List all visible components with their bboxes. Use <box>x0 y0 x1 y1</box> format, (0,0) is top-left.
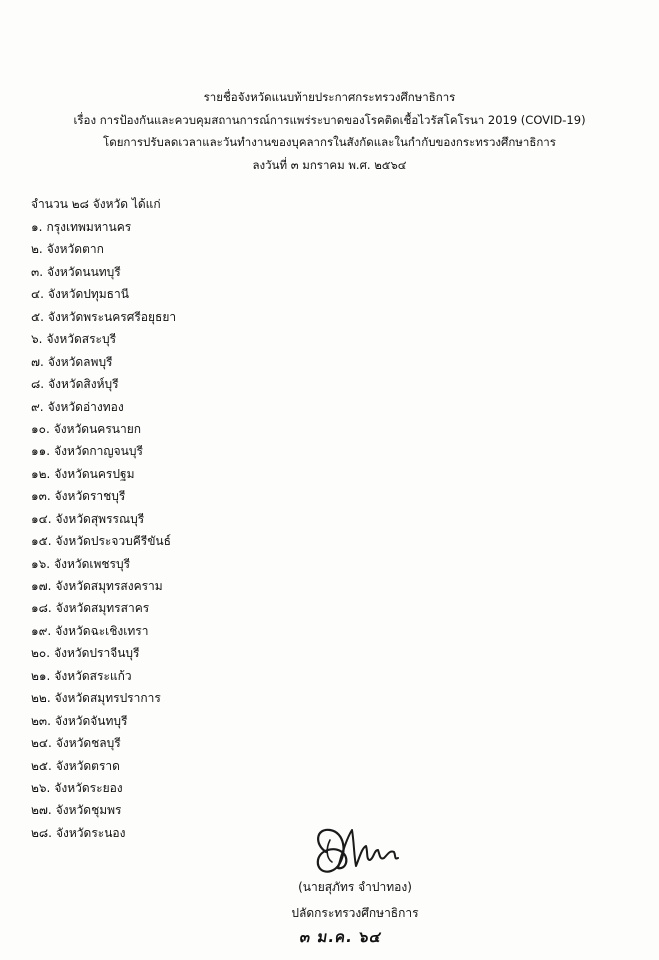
list-item <box>31 463 176 485</box>
list-item-number: ๑๗. <box>31 579 52 593</box>
list-item-number: ๓. <box>31 264 44 279</box>
list-item-number: ๒๕. <box>31 758 52 773</box>
list-item <box>31 351 176 373</box>
list-item-number: ๑๙. <box>31 623 52 638</box>
list-item <box>31 620 176 642</box>
list-item-number: ๒๐. <box>31 646 51 661</box>
list-item <box>31 306 176 328</box>
list-item-province-name: จังหวัดนครนายก <box>53 421 142 436</box>
list-item-number: ๔. <box>31 287 44 302</box>
list-item-number: ๑๓. <box>31 489 51 504</box>
list-item <box>31 755 176 777</box>
list-item <box>31 687 176 709</box>
signer-title: ปลัดกระทรวงศึกษาธิการ <box>291 906 419 920</box>
list-item-number: ๗. <box>31 354 44 369</box>
list-item-number: ๑๔. <box>31 511 52 526</box>
list-item-province-name: จังหวัดจันทบุรี <box>54 713 128 728</box>
list-item-province-name: จังหวัดราชบุรี <box>54 489 126 504</box>
list-item <box>31 418 176 440</box>
list-item-province-name: จังหวัดชลบุรี <box>55 736 121 751</box>
list-item-number: ๖. <box>31 332 43 347</box>
list-item-number: ๑๑. <box>31 444 51 459</box>
list-item-number: ๑๒. <box>31 466 51 481</box>
header-date: ลงวันที่ ๓ มกราคม พ.ศ. ๒๕๖๔ <box>252 157 407 172</box>
list-item <box>31 328 176 350</box>
list-item <box>31 396 176 418</box>
list-item-number: ๑๐. <box>31 421 50 436</box>
list-item-number: ๒. <box>31 242 43 257</box>
list-item-province-name: จังหวัดปราจีนบุรี <box>54 646 140 661</box>
document-header <box>0 86 659 176</box>
handwritten-date: ๓ ม.ค. ๖๔ <box>298 928 384 946</box>
list-item <box>31 261 176 283</box>
list-item <box>31 575 176 597</box>
list-item-province-name: จังหวัดอ่างทอง <box>47 399 124 414</box>
list-item-province-name: จังหวัดสุพรรณบุรี <box>55 511 145 526</box>
list-item-province-name: จังหวัดสระบุรี <box>46 332 117 347</box>
list-item-province-name: จังหวัดสมุทรปราการ <box>54 691 161 706</box>
list-item <box>31 530 176 552</box>
header-subject: เรื่อง การป้องกันและควบคุมสถานการณ์การแพร่ระบาดของโรคติดเชื้อไวรัสโคโรนา 2019 (COVID-19) <box>73 112 586 127</box>
province-list <box>31 216 176 844</box>
list-item <box>31 216 176 238</box>
list-item <box>31 238 176 260</box>
list-item <box>31 553 176 575</box>
list-item <box>31 732 176 754</box>
list-item-number: ๒๘. <box>31 825 52 840</box>
list-item <box>31 642 176 664</box>
list-item-number: ๒๖. <box>31 780 51 795</box>
list-item-number: ๑. <box>31 220 43 234</box>
list-item-number: ๒๑. <box>31 668 51 683</box>
list-item-province-name: จังหวัดประจวบคีรีขันธ์ <box>55 534 171 549</box>
list-item-province-name: จังหวัดปทุมธานี <box>47 287 129 302</box>
list-item-province-name: จังหวัดฉะเชิงเทรา <box>55 623 149 638</box>
list-item-province-name: จังหวัดระนอง <box>55 825 126 840</box>
list-item <box>31 777 176 799</box>
list-item <box>31 597 176 619</box>
list-item-number: ๒๗. <box>31 803 52 818</box>
list-item-number: ๑๘. <box>31 601 52 616</box>
list-item <box>31 485 176 507</box>
handwritten-signature <box>308 822 418 880</box>
list-item-province-name: จังหวัดสมุทรสงคราม <box>55 579 163 593</box>
list-item-province-name: จังหวัดสมุทรสาคร <box>55 601 150 616</box>
list-item-number: ๕. <box>31 309 44 324</box>
list-item-province-name: จังหวัดลพบุรี <box>47 354 113 369</box>
list-item-number: ๒๒. <box>31 691 51 706</box>
list-item-province-name: จังหวัดกาญจนบุรี <box>54 444 143 459</box>
list-item-number: ๙. <box>31 399 44 414</box>
list-item <box>31 440 176 462</box>
list-item-number: ๒๓. <box>31 713 51 728</box>
list-item-province-name: จังหวัดนนทบุรี <box>47 264 121 279</box>
list-item-province-name: จังหวัดตาก <box>46 242 104 257</box>
list-item-province-name: จังหวัดพระนครศรีอยุธยา <box>47 309 177 324</box>
list-item-province-name: จังหวัดระยอง <box>54 780 123 795</box>
list-item <box>31 799 176 821</box>
list-item <box>31 822 176 844</box>
header-title: รายชื่อจังหวัดแนบท้ายประกาศกระทรวงศึกษาธิการ <box>203 90 456 104</box>
province-count-intro: จำนวน ๒๘ จังหวัด ได้แก่ <box>31 197 161 211</box>
list-item-province-name: จังหวัดตราด <box>55 758 120 773</box>
signer-name: (นายสุภัทร จำปาทอง) <box>298 880 412 894</box>
list-item-number: ๑๕. <box>31 534 52 549</box>
list-item-province-name: จังหวัดสระแก้ว <box>54 668 132 683</box>
list-item <box>31 373 176 395</box>
list-item-province-name: จังหวัดชุมพร <box>55 803 122 818</box>
list-item-province-name: จังหวัดเพชรบุรี <box>54 556 131 571</box>
list-item-province-name: จังหวัดนครปฐม <box>54 466 135 481</box>
list-item-number: ๒๔. <box>31 736 52 751</box>
list-item-number: ๘. <box>31 377 45 392</box>
list-item-province-name: จังหวัดสิงห์บุรี <box>48 377 119 392</box>
list-item <box>31 283 176 305</box>
header-subject-detail: โดยการปรับลดเวลาและวันทำงานของบุคลากรในสังกัดและในกำกับของกระทรวงศึกษาธิการ <box>103 135 556 149</box>
list-item <box>31 508 176 530</box>
list-item-province-name: กรุงเทพมหานคร <box>46 220 132 234</box>
list-item <box>31 665 176 687</box>
list-item-number: ๑๖. <box>31 556 51 571</box>
list-item <box>31 710 176 732</box>
